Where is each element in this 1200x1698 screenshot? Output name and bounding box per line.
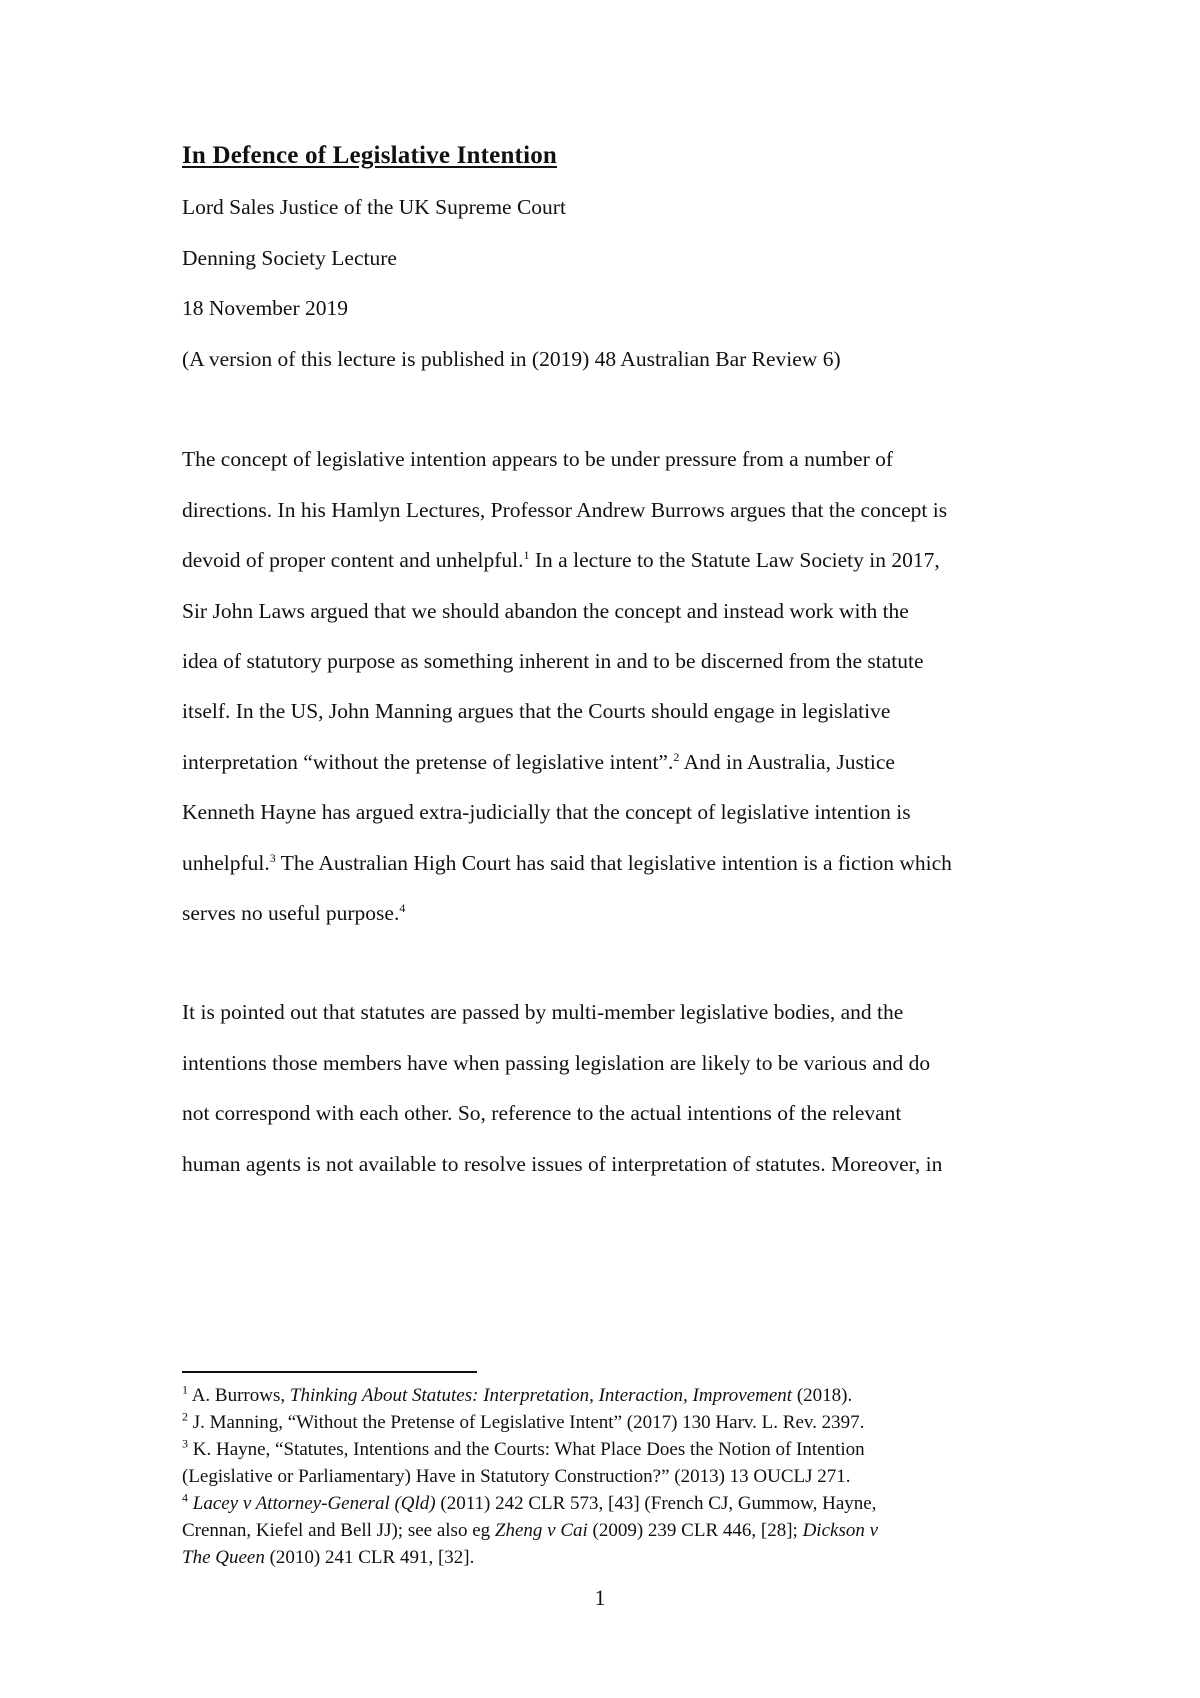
publication-note: (A version of this lecture is published in (2019) 48 Australian Bar Review 6) [182,347,841,371]
footnote-number: 2 [182,1409,188,1424]
footnote-3: $^3$ K. Hayne, “Statutes, Intentions and the Courts: What Place Does the Notion of Intention (Legislative or Parliamentary) Have in Statutory Construction?” (2013) 13 OUCLJ 271. [182,1436,865,1487]
footnote-ref[interactable]: 4 [399,900,406,915]
footnote-4: $^4$ Lacey v Attorney-General (Qld) (2011) 242 CLR 573, [43] (French CJ, Gummow, Hayne, Crennan, Kiefel and Bell JJ); see also eg Zheng v Cai (2009) 239 CLR 446, [28]; Dickson v The Queen (2010) 241 CLR 491, [32]. [182,1490,879,1568]
document-title: In Defence of Legislative Intention [182,142,558,169]
event-line: Denning Society Lecture [182,246,397,270]
footnote-number: 4 [182,1490,188,1505]
footnote-ref[interactable]: 2 [673,749,680,764]
footnote-separator [182,1371,477,1373]
footnote-number: 1 [182,1382,188,1397]
paragraph-line: unhelpful.$^3$ The Australian High Court has said that legislative intention is a fiction which [182,850,952,875]
footnotes [182,1382,1022,1571]
paragraph-line: not correspond with each other. So, reference to the actual intentions of the relevant [182,1101,902,1125]
paragraph-line: interpretation “without the pretense of legislative intent”.$^2$ And in Australia, Justice [182,749,895,774]
paragraph-line: serves no useful purpose.$^4$ [182,900,406,925]
paragraph-line: Sir John Laws argued that we should abandon the concept and instead work with the [182,599,909,623]
footnote-2: $^2$ J. Manning, “Without the Pretense of Legislative Intent” (2017) 130 Harv. L. Rev. 2397. [182,1409,865,1433]
paragraph-line: Kenneth Hayne has argued extra-judicially that the concept of legislative intention is [182,800,911,824]
page-number: 1 [594,1585,606,1610]
paragraph-line: directions. In his Hamlyn Lectures, Professor Andrew Burrows argues that the concept is [182,498,948,522]
footnote-1: $^1$ A. Burrows, Thinking About Statutes: Interpretation, Interaction, Improvement (2018). [182,1382,853,1406]
footnote-ref[interactable]: 3 [269,850,276,865]
footnote-ref[interactable]: 1 [523,547,530,562]
paragraph-line: itself. In the US, John Manning argues that the Courts should engage in legislative [182,699,891,723]
paragraph-line: human agents is not available to resolve issues of interpretation of statutes. Moreover, in [182,1152,943,1176]
paragraph-line: intentions those members have when passing legislation are likely to be various and do [182,1051,931,1075]
footnote-number: 3 [182,1436,188,1451]
paragraph-line: It is pointed out that statutes are passed by multi-member legislative bodies, and the [182,1000,904,1024]
date-line: 18 November 2019 [182,296,348,320]
paragraph-line: devoid of proper content and unhelpful.$^1$ In a lecture to the Statute Law Society in 2017, [182,547,940,572]
author-line: Lord Sales Justice of the UK Supreme Court [182,195,566,219]
paragraph-line: The concept of legislative intention appears to be under pressure from a number of [182,447,894,471]
paragraph-line: idea of statutory purpose as something inherent in and to be discerned from the statute [182,649,924,673]
